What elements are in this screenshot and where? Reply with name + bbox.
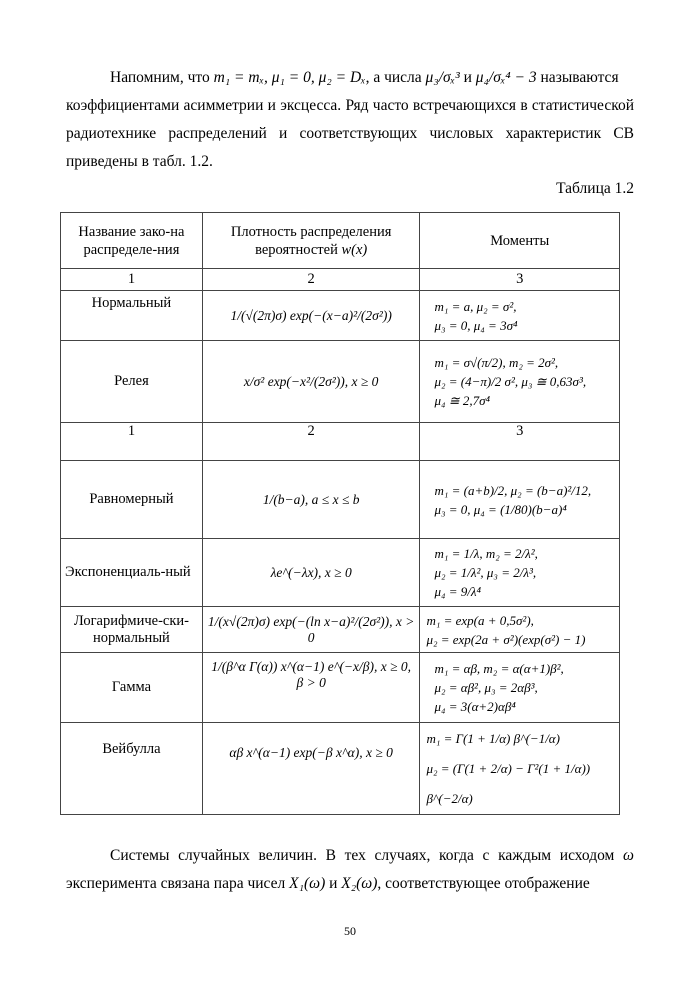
moment-line: μ₃ = 0, μ₄ = 3σ⁴ <box>434 317 518 333</box>
intro-suffix: называются <box>540 69 619 86</box>
density-formula <box>202 461 420 539</box>
density-formula <box>202 539 420 607</box>
moments-cell <box>420 723 620 815</box>
header-moments-text: Моменты <box>490 232 550 249</box>
density-formula-text: 1/(x√(2π)σ) exp(−(ln x−a)²/(2σ²)), x > 0 <box>207 613 415 645</box>
table-row-rayleigh <box>61 341 620 423</box>
systems-text2: эксперимента связана пара чисел <box>66 875 286 892</box>
law-name: Вейбулла <box>61 723 203 815</box>
page-number: 50 <box>344 924 356 938</box>
moment-line: m₁ = exp(a + 0,5σ²), <box>426 612 534 628</box>
intro-mid: , а числа <box>365 69 422 86</box>
header-density <box>202 213 420 269</box>
systems-text3: , соответствующее отображение <box>377 875 590 892</box>
header-law-name <box>61 213 203 269</box>
distributions-table <box>60 212 620 815</box>
moment-line: μ₂ = αβ², μ₃ = 2αβ³, <box>434 680 538 695</box>
moment-line: μ₄ = 3(α+2)αβ⁴ <box>434 699 516 714</box>
header-moments <box>420 213 620 269</box>
moments-cell <box>420 291 620 341</box>
moment-line: m₁ = 1/λ, m₂ = 2/λ², <box>434 546 538 561</box>
outcome-omega: ω <box>623 847 634 864</box>
moments-cell <box>420 461 620 539</box>
table-caption: Таблица 1.2 <box>556 180 634 197</box>
column-number-row <box>61 269 620 291</box>
intro-prefix: Напомним, что <box>110 69 210 86</box>
moments-cell <box>420 607 620 653</box>
density-formula <box>202 607 420 653</box>
column-number: 3 <box>420 269 620 291</box>
moments-cell <box>420 653 620 723</box>
intro-formula-moments: m₁ = mₓ, μ₁ = 0, μ₂ = Dₓ <box>213 69 366 86</box>
intro-formula-kurtosis: μ₄/σₓ⁴ − 3 <box>475 69 537 86</box>
header-density-symbol: w(x) <box>341 241 368 258</box>
table-row-uniform <box>61 461 620 539</box>
header-law-name-text: Название зако-на распределе-ния <box>78 223 185 258</box>
systems-and: и <box>329 875 338 892</box>
moment-line: μ₄ ≅ 2,7σ⁴ <box>434 393 491 408</box>
density-formula-text: λe^(−λx), x ≥ 0 <box>270 564 352 580</box>
law-name: Равномерный <box>61 461 203 539</box>
column-number: 2 <box>202 423 420 461</box>
header-density-text: Плотность распределения вероятностей <box>230 223 392 258</box>
moment-line: m₁ = (a+b)/2, μ₂ = (b−a)²/12, <box>434 482 592 498</box>
table-row-lognormal <box>61 607 620 653</box>
law-name: Логарифмиче-ски-нормальный <box>61 607 203 653</box>
paragraph-systems <box>66 842 634 898</box>
law-name: Релея <box>61 341 203 423</box>
column-number: 1 <box>61 269 203 291</box>
moments-cell <box>420 539 620 607</box>
paragraph-intro-line1 <box>110 64 634 92</box>
density-formula-text: 1/(b−a), a ≤ x ≤ b <box>262 491 360 507</box>
intro-formula-skewness: μ₃/σₓ³ <box>425 69 460 86</box>
moment-line: m₁ = αβ, m₂ = α(α+1)β², <box>434 661 564 676</box>
moment-line: μ₂ = exp(2a + σ²)(exp(σ²) − 1) <box>426 631 586 647</box>
paragraph-intro-rest: коэффициентами асимметрии и эксцесса. Ряд часто встречающихся в статистической радиотехнике распределений и соответствующих числовых характеристик СВ приведены в табл. 1.2. <box>66 97 634 170</box>
column-number: 2 <box>202 269 420 291</box>
variable-x2: X₂(ω) <box>341 875 378 892</box>
systems-text1: Системы случайных величин. В тех случаях, когда с каждым исходом <box>110 847 615 864</box>
moment-line: m₁ = a, μ₂ = σ², <box>434 298 517 314</box>
moment-line: m₁ = Γ(1 + 1/α) β^(−1/α) <box>426 730 560 746</box>
moment-line: μ₄ = 9/λ⁴ <box>434 584 482 599</box>
table-row-exponential <box>61 539 620 607</box>
variable-x1: X₁(ω) <box>289 875 326 892</box>
moment-line: μ₂ = 1/λ², μ₃ = 2/λ³, <box>434 565 537 580</box>
density-formula <box>202 653 420 723</box>
moments-cell <box>420 341 620 423</box>
table-row-normal <box>61 291 620 341</box>
column-number-row-repeat <box>61 423 620 461</box>
law-name: Нормальный <box>61 291 203 341</box>
density-formula <box>202 291 420 341</box>
law-name: Гамма <box>61 653 203 723</box>
table-row-gamma <box>61 653 620 723</box>
moment-line: μ₂ = (4−π)/2 σ², μ₃ ≅ 0,63σ³, <box>434 374 587 389</box>
moment-line: m₁ = σ√(π/2), m₂ = 2σ², <box>434 355 559 370</box>
table-header-row <box>61 213 620 269</box>
moment-line: μ₃ = 0, μ₄ = (1/80)(b−a)⁴ <box>434 501 567 517</box>
density-formula-text: αβ x^(α−1) exp(−β x^α), x ≥ 0 <box>229 745 393 760</box>
density-formula <box>202 723 420 815</box>
intro-and: и <box>463 69 472 86</box>
density-formula-text: 1/(β^α Γ(α)) x^(α−1) e^(−x/β), x ≥ 0, β > 0 <box>211 659 412 690</box>
density-formula-text: 1/(√(2π)σ) exp(−(x−a)²/(2σ²)) <box>230 307 392 323</box>
density-formula <box>202 341 420 423</box>
density-formula-text: x/σ² exp(−x²/(2σ²)), x ≥ 0 <box>243 373 379 389</box>
column-number: 1 <box>61 423 203 461</box>
column-number: 3 <box>420 423 620 461</box>
moment-line: μ₂ = (Γ(1 + 2/α) − Γ²(1 + 1/α)) β^(−2/α) <box>426 760 591 806</box>
law-name: Экспоненциаль-ный <box>61 539 203 607</box>
table-row-weibull <box>61 723 620 815</box>
